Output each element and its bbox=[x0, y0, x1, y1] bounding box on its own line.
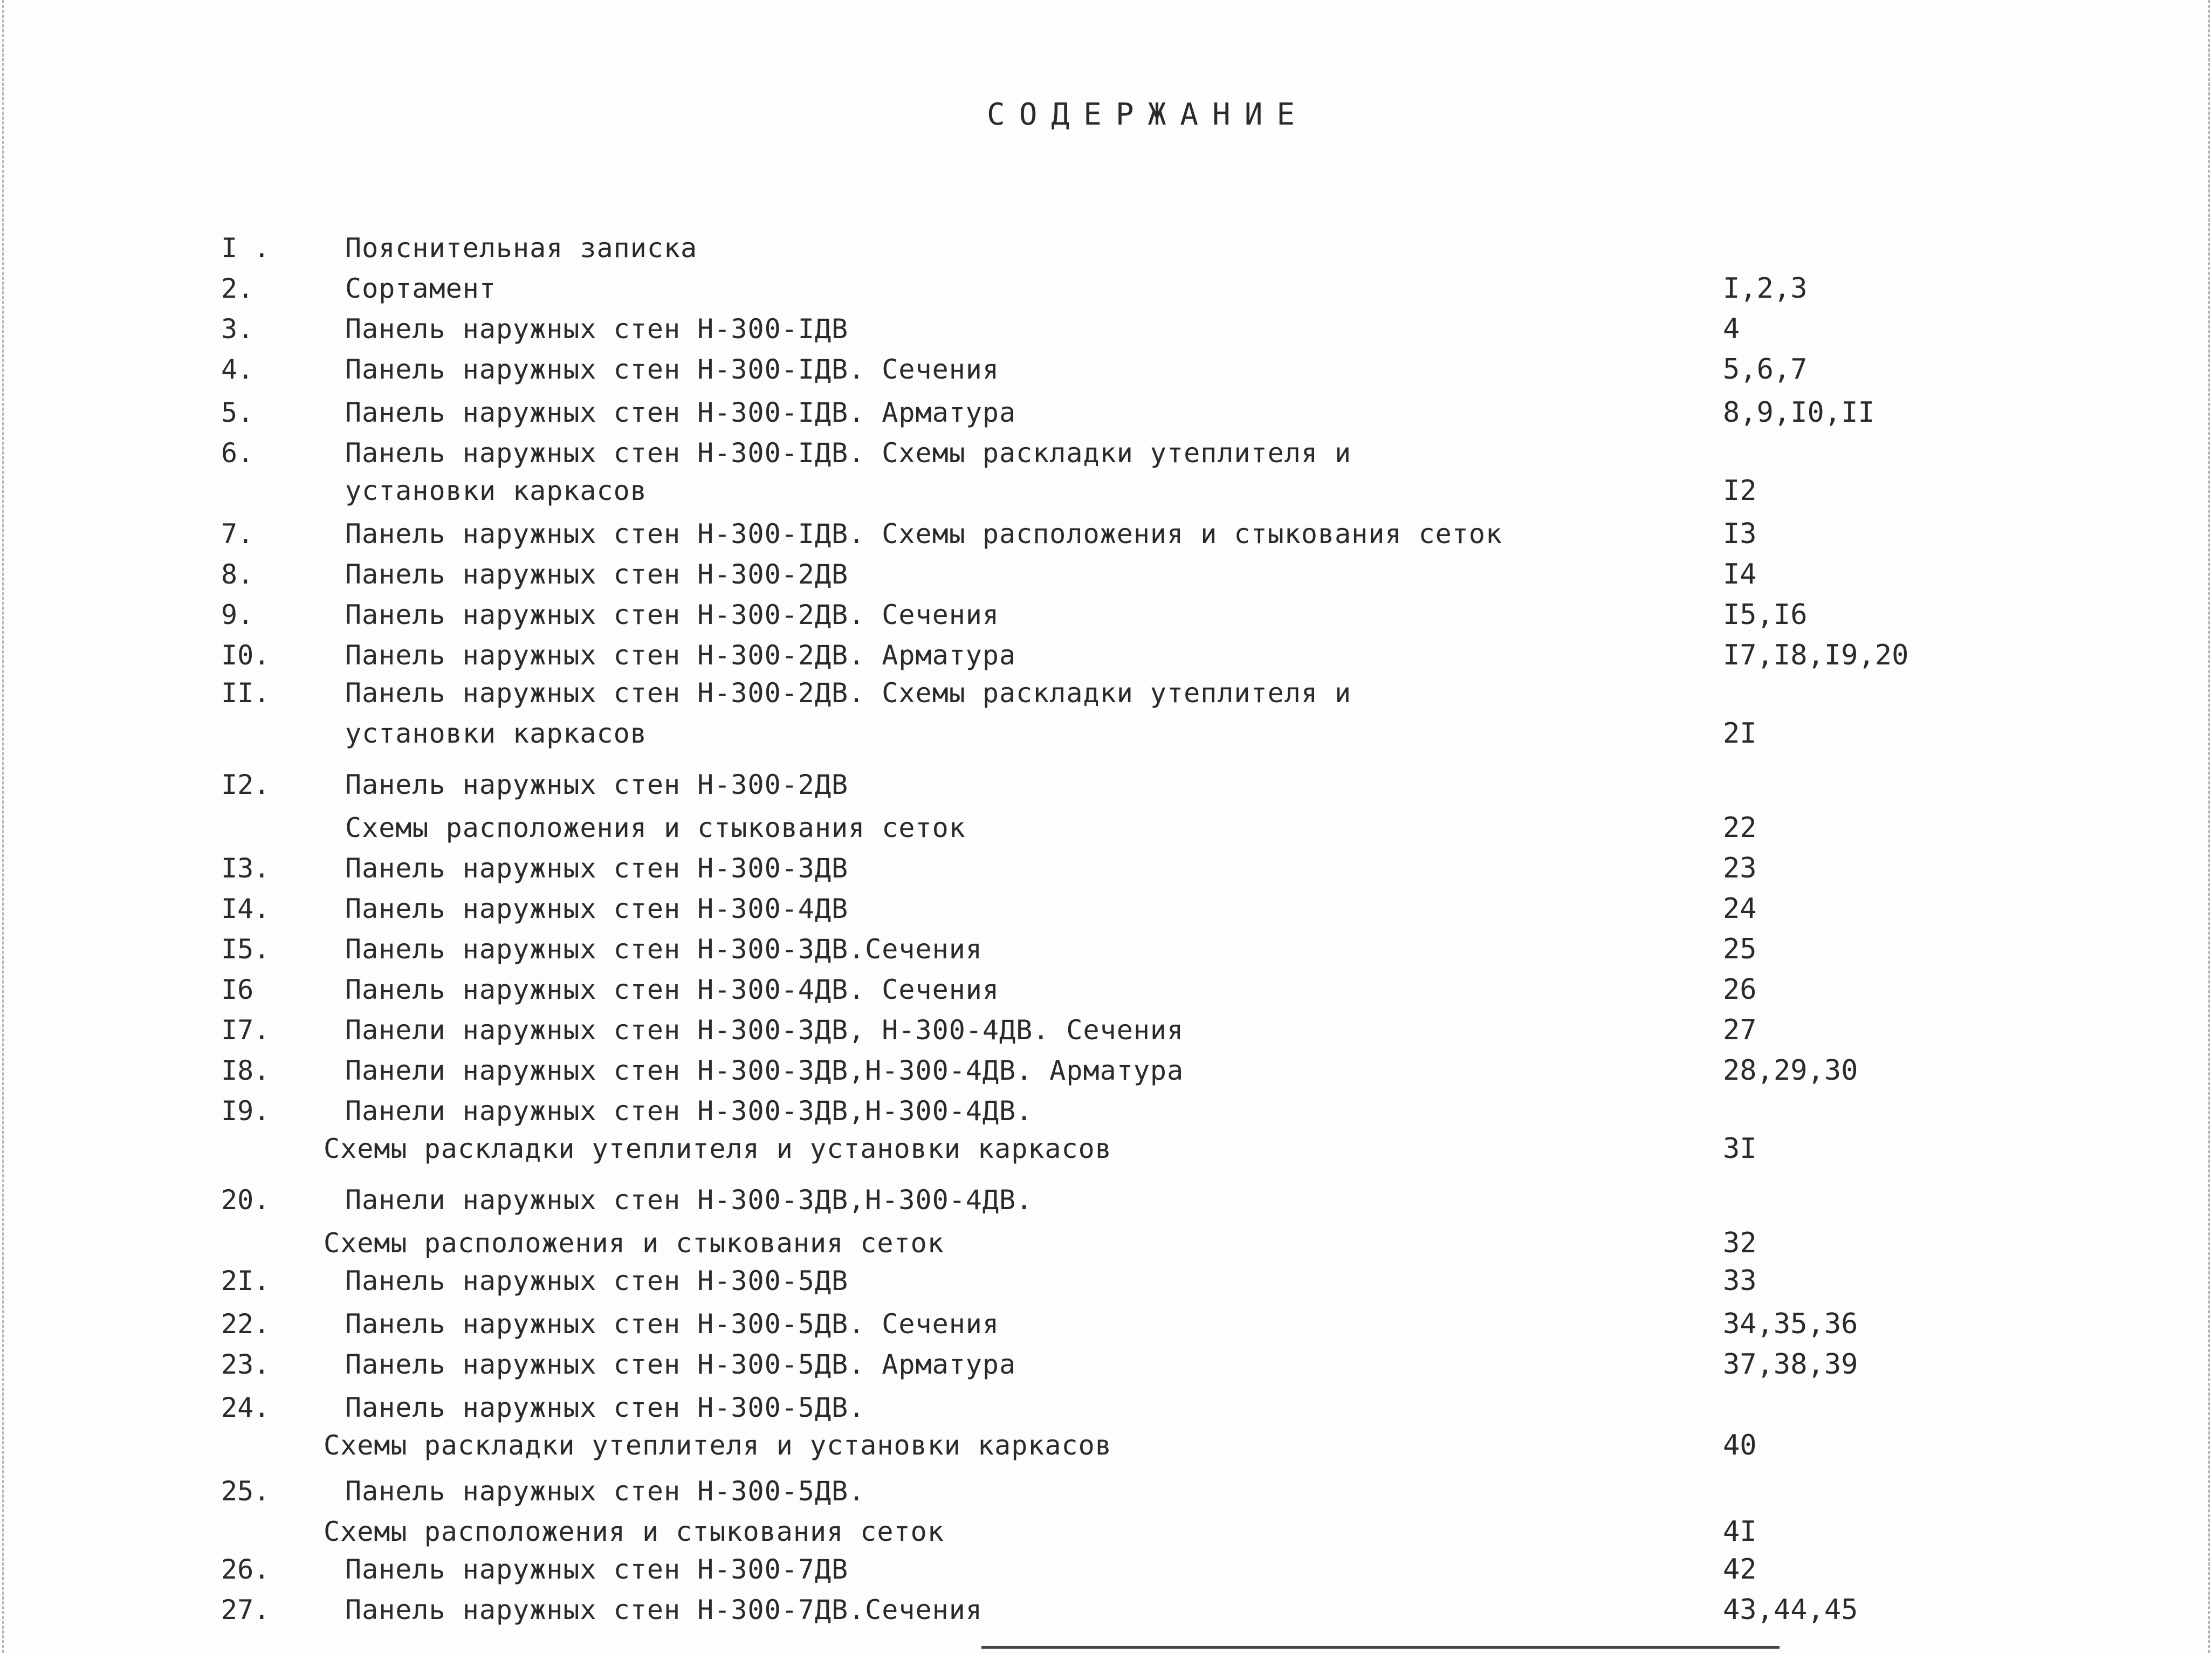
toc-entry-number: 20. bbox=[221, 1184, 270, 1216]
toc-entry-number: 25. bbox=[221, 1476, 270, 1507]
toc-entry-number: II. bbox=[221, 677, 270, 709]
toc-line bbox=[0, 973, 2212, 1006]
toc-entry-text: Панель наружных стен Н-300-4ДВ. Сечения bbox=[345, 974, 999, 1005]
toc-line bbox=[0, 1014, 2212, 1046]
toc-entry-pages: I4 bbox=[1723, 558, 1757, 591]
toc-line bbox=[0, 639, 2212, 671]
toc-entry-text: Схемы расположения и стыкования сеток bbox=[324, 1227, 944, 1259]
toc-line bbox=[0, 717, 2212, 750]
toc-entry-pages: 22 bbox=[1723, 812, 1757, 844]
toc-entry-pages: 28,29,30 bbox=[1723, 1054, 1858, 1087]
toc-entry-number: I0. bbox=[221, 640, 270, 671]
bottom-rule bbox=[981, 1646, 1780, 1649]
toc-entry-pages: 34,35,36 bbox=[1723, 1308, 1858, 1340]
toc-line bbox=[0, 558, 2212, 591]
toc-entry-number: 7. bbox=[221, 518, 254, 550]
toc-entry-number: 2. bbox=[221, 273, 254, 304]
toc-line bbox=[0, 1054, 2212, 1087]
toc-line bbox=[0, 232, 2212, 264]
toc-line bbox=[0, 313, 2212, 345]
toc-line bbox=[0, 1553, 2212, 1586]
toc-line bbox=[0, 1308, 2212, 1340]
toc-entry-pages: 25 bbox=[1723, 933, 1757, 965]
toc-entry-number: 6. bbox=[221, 437, 254, 469]
toc-entry-pages: 4 bbox=[1723, 313, 1740, 345]
toc-entry-text: Панель наружных стен Н-300-IДВ. Арматура bbox=[345, 397, 1016, 428]
toc-line bbox=[0, 893, 2212, 925]
toc-entry-pages: I7,I8,I9,20 bbox=[1723, 639, 1909, 671]
toc-entry-number: I5. bbox=[221, 934, 270, 965]
toc-entry-pages: I3 bbox=[1723, 518, 1757, 550]
toc-entry-text: Панель наружных стен Н-300-2ДВ. Сечения bbox=[345, 599, 999, 630]
toc-entry-number: 24. bbox=[221, 1392, 270, 1423]
toc-entry-number: I7. bbox=[221, 1014, 270, 1046]
toc-entry-number: 5. bbox=[221, 397, 254, 428]
toc-entry-text: Панели наружных стен Н-300-3ДВ,Н-300-4ДВ. bbox=[345, 1095, 1033, 1127]
toc-entry-text: Панель наружных стен Н-300-7ДВ.Сечения bbox=[345, 1594, 983, 1625]
toc-entry-text: Схемы раскладки утеплителя и установки каркасов bbox=[324, 1430, 1112, 1461]
toc-line bbox=[0, 1429, 2212, 1462]
toc-entry-pages: 24 bbox=[1723, 893, 1757, 925]
toc-line bbox=[0, 769, 2212, 801]
toc-entry-text: Пояснительная записка bbox=[345, 232, 698, 264]
toc-entry-text: Панель наружных стен Н-300-5ДВ. Арматура bbox=[345, 1349, 1016, 1380]
toc-entry-text: Панель наружных стен Н-300-7ДВ bbox=[345, 1554, 849, 1585]
toc-entry-pages: I,2,3 bbox=[1723, 272, 1808, 305]
toc-entry-text: Панель наружных стен Н-300-2ДВ bbox=[345, 559, 849, 590]
toc-line bbox=[0, 1227, 2212, 1259]
toc-line bbox=[0, 272, 2212, 305]
toc-line bbox=[0, 1348, 2212, 1381]
toc-line bbox=[0, 852, 2212, 884]
toc-entry-pages: 4I bbox=[1723, 1515, 1757, 1548]
toc-line bbox=[0, 1265, 2212, 1297]
toc-entry-pages: 42 bbox=[1723, 1553, 1757, 1586]
toc-entry-pages: I5,I6 bbox=[1723, 599, 1808, 631]
toc-line bbox=[0, 1133, 2212, 1165]
toc-line bbox=[0, 677, 2212, 709]
toc-entry-pages: 26 bbox=[1723, 973, 1757, 1006]
toc-entry-number: I4. bbox=[221, 893, 270, 924]
toc-line bbox=[0, 396, 2212, 429]
toc-entry-pages: 32 bbox=[1723, 1227, 1757, 1259]
toc-line bbox=[0, 812, 2212, 844]
toc-entry-pages: 37,38,39 bbox=[1723, 1348, 1858, 1381]
toc-entry-text: Панель наружных стен Н-300-2ДВ bbox=[345, 769, 849, 800]
toc-entry-number: I2. bbox=[221, 769, 270, 800]
toc-entry-text: Панель наружных стен Н-300-3ДВ bbox=[345, 853, 849, 884]
toc-entry-text: Панели наружных стен Н-300-3ДВ,Н-300-4ДВ. bbox=[345, 1184, 1033, 1216]
toc-entry-pages: 5,6,7 bbox=[1723, 353, 1808, 386]
toc-entry-number: 22. bbox=[221, 1308, 270, 1340]
toc-line bbox=[0, 1184, 2212, 1216]
toc-entry-pages: I2 bbox=[1723, 475, 1757, 507]
toc-entry-number: 27. bbox=[221, 1594, 270, 1625]
toc-entry-pages: 43,44,45 bbox=[1723, 1594, 1858, 1626]
toc-entry-text: Панели наружных стен Н-300-3ДВ,Н-300-4ДВ. Арматура bbox=[345, 1055, 1184, 1086]
toc-entry-text: Схемы расположения и стыкования сеток bbox=[345, 812, 966, 843]
toc-entry-pages: 40 bbox=[1723, 1429, 1757, 1462]
toc-entry-number: I . bbox=[221, 232, 270, 264]
toc-entry-number: I3. bbox=[221, 853, 270, 884]
toc-entry-text: Панель наружных стен Н-300-4ДВ bbox=[345, 893, 849, 924]
toc-entry-text: Панель наружных стен Н-300-2ДВ. Арматура bbox=[345, 640, 1016, 671]
toc-line bbox=[0, 353, 2212, 386]
toc-entry-pages: 23 bbox=[1723, 852, 1757, 884]
toc-line bbox=[0, 475, 2212, 507]
toc-entry-text: Панели наружных стен Н-300-3ДВ, Н-300-4ДВ. Сечения bbox=[345, 1014, 1184, 1046]
toc-entry-text: Панель наружных стен Н-300-5ДВ. Сечения bbox=[345, 1308, 999, 1340]
toc-line bbox=[0, 1515, 2212, 1548]
toc-entry-text: Панель наружных стен Н-300-5ДВ. bbox=[345, 1392, 865, 1423]
toc-entry-text: Панель наружных стен Н-300-IДВ. Сечения bbox=[345, 354, 999, 385]
toc-entry-text: Схемы расположения и стыкования сеток bbox=[324, 1516, 944, 1547]
toc-line bbox=[0, 437, 2212, 469]
toc-entry-pages: 8,9,I0,II bbox=[1723, 396, 1875, 429]
toc-entry-text: Панель наружных стен Н-300-2ДВ. Схемы раскладки утеплителя и bbox=[345, 677, 1352, 709]
toc-entry-pages: 33 bbox=[1723, 1265, 1757, 1297]
toc-entry-pages: 3I bbox=[1723, 1133, 1757, 1165]
toc-entry-text: Панель наружных стен Н-300-5ДВ. bbox=[345, 1476, 865, 1507]
toc-entry-number: 26. bbox=[221, 1554, 270, 1585]
toc-entry-pages: 2I bbox=[1723, 717, 1757, 750]
toc-entry-text: Панель наружных стен Н-300-IДВ. Схемы раскладки утеплителя и bbox=[345, 437, 1352, 469]
toc-line bbox=[0, 1475, 2212, 1507]
toc-entry-pages: 27 bbox=[1723, 1014, 1757, 1046]
toc-entry-number: I6 bbox=[221, 974, 254, 1005]
toc-entry-text: установки каркасов bbox=[345, 475, 647, 506]
toc-line bbox=[0, 933, 2212, 965]
page-title: СОДЕРЖАНИЕ bbox=[987, 97, 1309, 132]
toc-entry-number: 2I. bbox=[221, 1265, 270, 1297]
toc-line bbox=[0, 1095, 2212, 1127]
toc-entry-number: I8. bbox=[221, 1055, 270, 1086]
toc-entry-number: 4. bbox=[221, 354, 254, 385]
toc-entry-number: 9. bbox=[221, 599, 254, 630]
toc-entry-text: Панель наружных стен Н-300-IДВ. Схемы расположения и стыкования сеток bbox=[345, 518, 1503, 550]
toc-line bbox=[0, 599, 2212, 631]
toc-line bbox=[0, 1594, 2212, 1626]
toc-line bbox=[0, 518, 2212, 550]
toc-entry-text: Схемы раскладки утеплителя и установки каркасов bbox=[324, 1133, 1112, 1164]
toc-line bbox=[0, 1391, 2212, 1424]
toc-entry-text: Сортамент bbox=[345, 273, 496, 304]
toc-entry-text: Панель наружных стен Н-300-3ДВ.Сечения bbox=[345, 934, 983, 965]
toc-entry-text: Панель наружных стен Н-300-IДВ bbox=[345, 313, 849, 345]
toc-entry-number: 23. bbox=[221, 1349, 270, 1380]
toc-entry-number: 3. bbox=[221, 313, 254, 345]
toc-entry-text: установки каркасов bbox=[345, 718, 647, 749]
toc-entry-text: Панель наружных стен Н-300-5ДВ bbox=[345, 1265, 849, 1297]
toc-entry-number: I9. bbox=[221, 1095, 270, 1127]
toc-entry-number: 8. bbox=[221, 559, 254, 590]
